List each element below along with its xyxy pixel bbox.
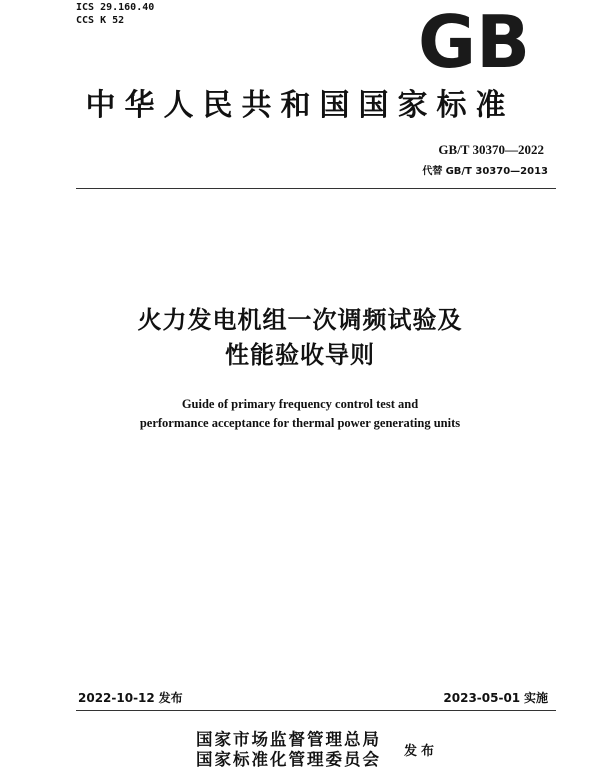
header-divider xyxy=(76,188,556,189)
standard-number: GB/T 30370—2022 xyxy=(438,142,544,157)
footer-divider xyxy=(76,710,556,711)
implementation-date xyxy=(443,689,548,706)
title-en-line2: performance acceptance for thermal power generating units xyxy=(139,416,461,430)
replaces-note xyxy=(422,162,548,177)
replaces-prefix: 代替 xyxy=(422,166,443,177)
title-cn-line2: 性能验收导则 xyxy=(225,341,375,369)
standard-category: 中华人民共和国国家标准 xyxy=(85,89,515,122)
gb-logo-text: GB xyxy=(418,8,530,74)
issue-date xyxy=(78,689,183,706)
issue-date-value: 2022-10-12 xyxy=(78,691,155,705)
publisher-org2: 国家标准化管理委员会 xyxy=(196,750,381,769)
impl-label: 实施 xyxy=(523,691,548,705)
replaces-number: GB/T 30370—2013 xyxy=(445,166,548,177)
title-en-line1: Guide of primary frequency control test and xyxy=(181,397,419,411)
publisher-label: 发布 xyxy=(404,744,439,759)
ccs-code: CCS K 52 xyxy=(76,15,125,26)
gb-logo xyxy=(416,8,532,74)
impl-date-value: 2023-05-01 xyxy=(443,691,521,705)
title-cn-line1: 火力发电机组一次调频试验及 xyxy=(137,306,463,334)
ics-code: ICS 29.160.40 xyxy=(76,2,155,13)
issue-label: 发布 xyxy=(158,691,183,705)
publisher-org1: 国家市场监督管理总局 xyxy=(196,730,381,749)
